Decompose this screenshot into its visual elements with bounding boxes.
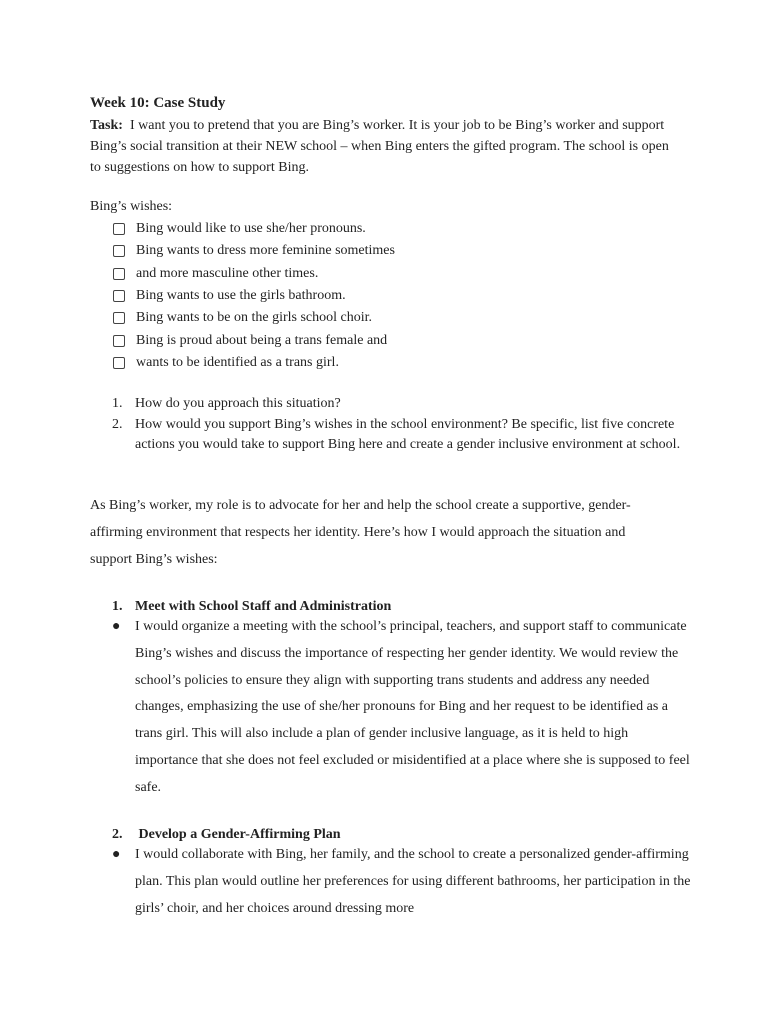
question-item [90,394,690,415]
bullet-icon: ● [112,847,121,862]
wish-item: Bing is proud about being a trans female and [113,329,395,351]
questions-list [90,394,690,456]
checkbox-icon[interactable] [113,268,125,280]
checkbox-icon[interactable] [113,335,125,347]
question-item [90,415,690,456]
section-text: I would organize a meeting with the school’s principal, teachers, and support staff to communicate Bing’s wishes and discuss the importance of respecting her gender identity. We would review the school’s policies to ensure they align with supporting trans students and address any needed changes, emphasizing the use of she/her pronouns for Bing and her request to be identified as a trans girl. This will also include a plan of gender inclusive language, as it is held to high importance that she does not feel excluded or misidentified at a place where she is supposed to feel safe. [135,619,690,795]
bullet-icon: ● [112,619,121,634]
checkbox-icon[interactable] [113,223,125,235]
wish-item: Bing would like to use she/her pronouns. [113,218,395,240]
section-number: 1. [112,599,123,614]
wishes-label: Bing’s wishes: [90,199,173,214]
section-text: I would collaborate with Bing, her family, and the school to create a personalized gender-affirming plan. This plan would outline her preferences for using different bathrooms, her participation in the girls’ choir, and her choices around dressing more [135,847,691,916]
question-number: 1. [112,396,123,411]
section-bullet [112,614,692,802]
checkbox-icon[interactable] [113,312,125,324]
intro-paragraph: As Bing’s worker, my role is to advocate for her and help the school create a supportive, gender-affirming environment that respects her identity. Here’s how I would approach the situation and support Bing’s wishes: [90,498,631,567]
checkbox-icon[interactable] [113,245,125,257]
question-number: 2. [112,416,123,432]
task-label: Task: [90,118,123,133]
task-text: I want you to pretend that you are Bing’s worker. It is your job to be Bing’s worker and support Bing’s social transition at their NEW school – when Bing enters the gifted program. The school is open to suggestions on how to support Bing. [90,118,669,175]
page-title: Week 10: Case Study [90,95,226,111]
checkbox-icon[interactable] [113,290,125,302]
wish-item: Bing wants to dress more feminine sometimes [113,240,395,262]
section-number: 2. [112,827,123,842]
wish-item: wants to be identified as a trans girl. [113,352,395,374]
checkbox-icon[interactable] [113,357,125,369]
section-title: Develop a Gender-Affirming Plan [138,827,341,842]
task-paragraph [90,115,680,178]
question-text: How do you approach this situation? [135,396,341,411]
section-title: Meet with School Staff and Administration [135,599,392,614]
wish-item: and more masculine other times. [113,263,395,285]
question-text: How would you support Bing’s wishes in the school environment? Be specific, list five concrete actions you would take to support Bing here and create a gender inclusive environment at school. [135,416,681,452]
section-bullet [112,842,692,922]
wish-item: Bing wants to be on the girls school choir. [113,307,395,329]
wish-item: Bing wants to use the girls bathroom. [113,285,395,307]
wishes-checklist [113,218,395,374]
